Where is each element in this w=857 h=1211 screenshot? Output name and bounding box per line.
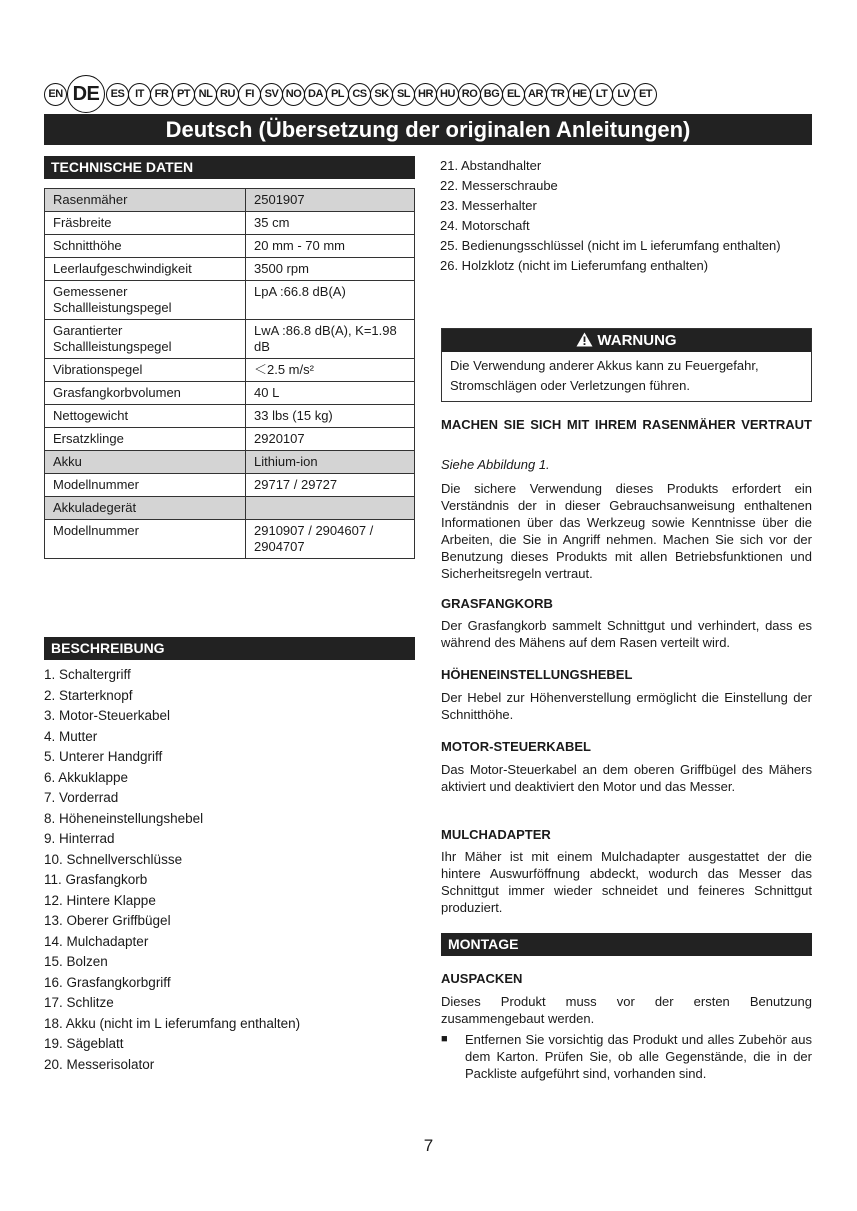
language-it: IT [128, 83, 151, 106]
list-item: 16. Grasfangkorbgriff [44, 974, 171, 990]
spec-label: Ersatzklinge [45, 428, 246, 451]
list-item: 11. Grasfangkorb [44, 872, 148, 887]
spec-row [45, 359, 415, 382]
height-lever-heading: HÖHENEINSTELLUNGSHEBEL [441, 667, 633, 682]
spec-label: Fräsbreite [45, 212, 246, 235]
spec-row [45, 428, 415, 451]
spec-label: Rasenmäher [45, 189, 246, 212]
list-item: 6. Akkuklappe [44, 769, 129, 785]
spec-value: ＜2.5 m/s² [246, 359, 415, 382]
unpack-bullet-text: Entfernen Sie vorsichtig das Produkt und alles Zubehör aus dem Karton. Prüfen Sie, ob alle Gegenstände, die in der Packliste aufgeführt sind, vorhanden sind. [465, 1032, 812, 1081]
warning-header [442, 329, 811, 352]
spec-value: 3500 rpm [246, 258, 415, 281]
warning-box [441, 328, 812, 402]
language-ar: AR [524, 83, 547, 106]
spec-value: 35 cm [246, 212, 415, 235]
familiarize-text: Die sichere Verwendung dieses Produkts erfordert ein Verständnis der in dieser Gebrauchsanweisung enthaltenen Informationen über das Werkzeug sowie Kenntnisse über die Arbeiten, die Sie in Angriff nehmen. Machen Sie sich vor der Benutzung dieses Produkts mit allen Betriebsfunktionen und Sicherheitsregeln vertraut. [441, 481, 812, 581]
list-item: 26. Holzklotz (nicht im Lieferumfang enthalten) [440, 258, 709, 273]
list-item: 9. Hinterrad [44, 831, 115, 846]
list-item: 19. Sägeblatt [44, 1036, 124, 1051]
unpack-text: Dieses Produkt muss vor der ersten Benutzung zusammengebaut werden. [441, 994, 812, 1026]
language-tr: TR [546, 83, 569, 106]
spec-value [246, 497, 415, 520]
language-fi: FI [238, 83, 261, 106]
list-item: 20. Messerisolator [44, 1056, 155, 1072]
language-cs: CS [348, 83, 371, 106]
language-el: EL [502, 83, 525, 106]
language-nl: NL [194, 83, 217, 106]
technical-data-table [44, 188, 415, 559]
warning-triangle-icon [576, 332, 593, 347]
description-heading: BESCHREIBUNG [44, 637, 415, 660]
familiarize-heading: MACHEN SIE SICH MIT IHREM RASENMÄHER VERTRAUT [441, 417, 812, 432]
language-ro: RO [458, 83, 481, 106]
language-pt: PT [172, 83, 195, 106]
spec-row [45, 520, 415, 559]
spec-row [45, 189, 415, 212]
language-sv: SV [260, 83, 283, 106]
spec-value: 33 lbs (15 kg) [246, 405, 415, 428]
language-sl: SL [392, 83, 415, 106]
language-en: EN [44, 83, 67, 106]
language-he: HE [568, 83, 591, 106]
spec-label: Akku [45, 451, 246, 474]
spec-value: 2501907 [246, 189, 415, 212]
page-number: 7 [423, 1136, 434, 1155]
page-title: Deutsch (Übersetzung der originalen Anleitungen) [44, 114, 812, 145]
language-pl: PL [326, 83, 349, 106]
list-item: 7. Vorderrad [44, 790, 119, 805]
list-item: 17. Schlitze [44, 995, 114, 1010]
spec-row [45, 497, 415, 520]
language-ru: RU [216, 83, 239, 106]
spec-row [45, 405, 415, 428]
grass-catcher-text: Der Grasfangkorb sammelt Schnittgut und verhindert, dass es während des Mähens auf dem Rasen verteilt wird. [441, 618, 812, 650]
list-item: 12. Hintere Klappe [44, 892, 156, 908]
list-item: 25. Bedienungsschlüssel (nicht im L ieferumfang enthalten) [440, 238, 781, 253]
spec-label: Nettogewicht [45, 405, 246, 428]
language-selector [44, 80, 814, 108]
language-da: DA [304, 83, 327, 106]
spec-row [45, 320, 415, 359]
spec-label: Leerlaufgeschwindigkeit [45, 258, 246, 281]
list-item: 23. Messerhalter [440, 198, 537, 213]
spec-row [45, 258, 415, 281]
unpack-heading: AUSPACKEN [441, 971, 523, 986]
language-hu: HU [436, 83, 459, 106]
language-no: NO [282, 83, 305, 106]
list-item: 22. Messerschraube [440, 178, 558, 193]
spec-value: 2910907 / 2904607 / 2904707 [246, 520, 415, 559]
spec-row [45, 451, 415, 474]
list-item: 15. Bolzen [44, 954, 108, 969]
list-item: 13. Oberer Griffbügel [44, 913, 171, 928]
spec-value: 2920107 [246, 428, 415, 451]
technical-data-heading: TECHNISCHE DATEN [44, 156, 415, 179]
list-item: 4. Mutter [44, 728, 98, 744]
mulch-heading: MULCHADAPTER [441, 827, 551, 842]
spec-label: Garantierter Schallleistungspegel [45, 320, 246, 359]
see-figure-note: Siehe Abbildung 1. [441, 457, 550, 472]
spec-label: Akkuladegerät [45, 497, 246, 520]
spec-label: Grasfangkorbvolumen [45, 382, 246, 405]
list-item: 24. Motorschaft [440, 218, 530, 233]
list-item: 1. Schaltergriff [44, 667, 131, 682]
mulch-text: Ihr Mäher ist mit einem Mulchadapter ausgestattet der die hintere Auswurföffnung abdeckt, wodurch das Messer das Schnittgut immer wieder schneidet und feineres Schnittgut produziert. [441, 849, 812, 915]
spec-row [45, 281, 415, 320]
list-item: 18. Akku (nicht im L ieferumfang enthalten) [44, 1015, 301, 1031]
unpack-bullet [441, 1031, 812, 1082]
language-fr: FR [150, 83, 173, 106]
language-lv: LV [612, 83, 635, 106]
spec-label: Vibrationspegel [45, 359, 246, 382]
spec-value: 29717 / 29727 [246, 474, 415, 497]
list-item: 3. Motor-Steuerkabel [44, 708, 171, 723]
language-sk: SK [370, 83, 393, 106]
spec-label: Modellnummer [45, 474, 246, 497]
spec-row [45, 474, 415, 497]
motor-cable-text: Das Motor-Steuerkabel an dem oberen Griffbügel des Mähers aktiviert und deaktiviert den Motor und das Messer. [441, 762, 812, 794]
language-et: ET [634, 83, 657, 106]
spec-row [45, 235, 415, 258]
description-list-continued [440, 158, 812, 278]
list-item: 21. Abstandhalter [440, 158, 542, 173]
height-lever-text: Der Hebel zur Höhenverstellung ermöglicht die Einstellung der Schnitthöhe. [441, 690, 812, 722]
spec-label: Modellnummer [45, 520, 246, 559]
language-lt: LT [590, 83, 613, 106]
spec-value: LwA :86.8 dB(A), K=1.98 dB [246, 320, 415, 359]
language-bg: BG [480, 83, 503, 106]
spec-value: LpA :66.8 dB(A) [246, 281, 415, 320]
language-es: ES [106, 83, 129, 106]
spec-row [45, 212, 415, 235]
list-item: 10. Schnellverschlüsse [44, 851, 183, 867]
spec-value: Lithium-ion [246, 451, 415, 474]
spec-label: Schnitthöhe [45, 235, 246, 258]
list-item: 14. Mulchadapter [44, 933, 149, 949]
bullet-square-icon: ■ [441, 1033, 448, 1045]
language-de: DE [67, 75, 105, 113]
language-hr: HR [414, 83, 437, 106]
warning-text: Die Verwendung anderer Akkus kann zu Feuergefahr, Stromschlägen oder Verletzungen führen. [450, 358, 759, 393]
grass-catcher-heading: GRASFANGKORB [441, 596, 553, 611]
assembly-heading: MONTAGE [441, 933, 812, 956]
list-item: 2. Starterknopf [44, 687, 133, 703]
spec-row [45, 382, 415, 405]
list-item: 5. Unterer Handgriff [44, 749, 163, 764]
list-item: 8. Höheneinstellungshebel [44, 810, 204, 826]
spec-value: 40 L [246, 382, 415, 405]
spec-value: 20 mm - 70 mm [246, 235, 415, 258]
motor-cable-heading: MOTOR-STEUERKABEL [441, 739, 591, 754]
warning-title: WARNUNG [597, 332, 677, 349]
description-list [44, 665, 415, 1075]
spec-label: Gemessener Schallleistungspegel [45, 281, 246, 320]
